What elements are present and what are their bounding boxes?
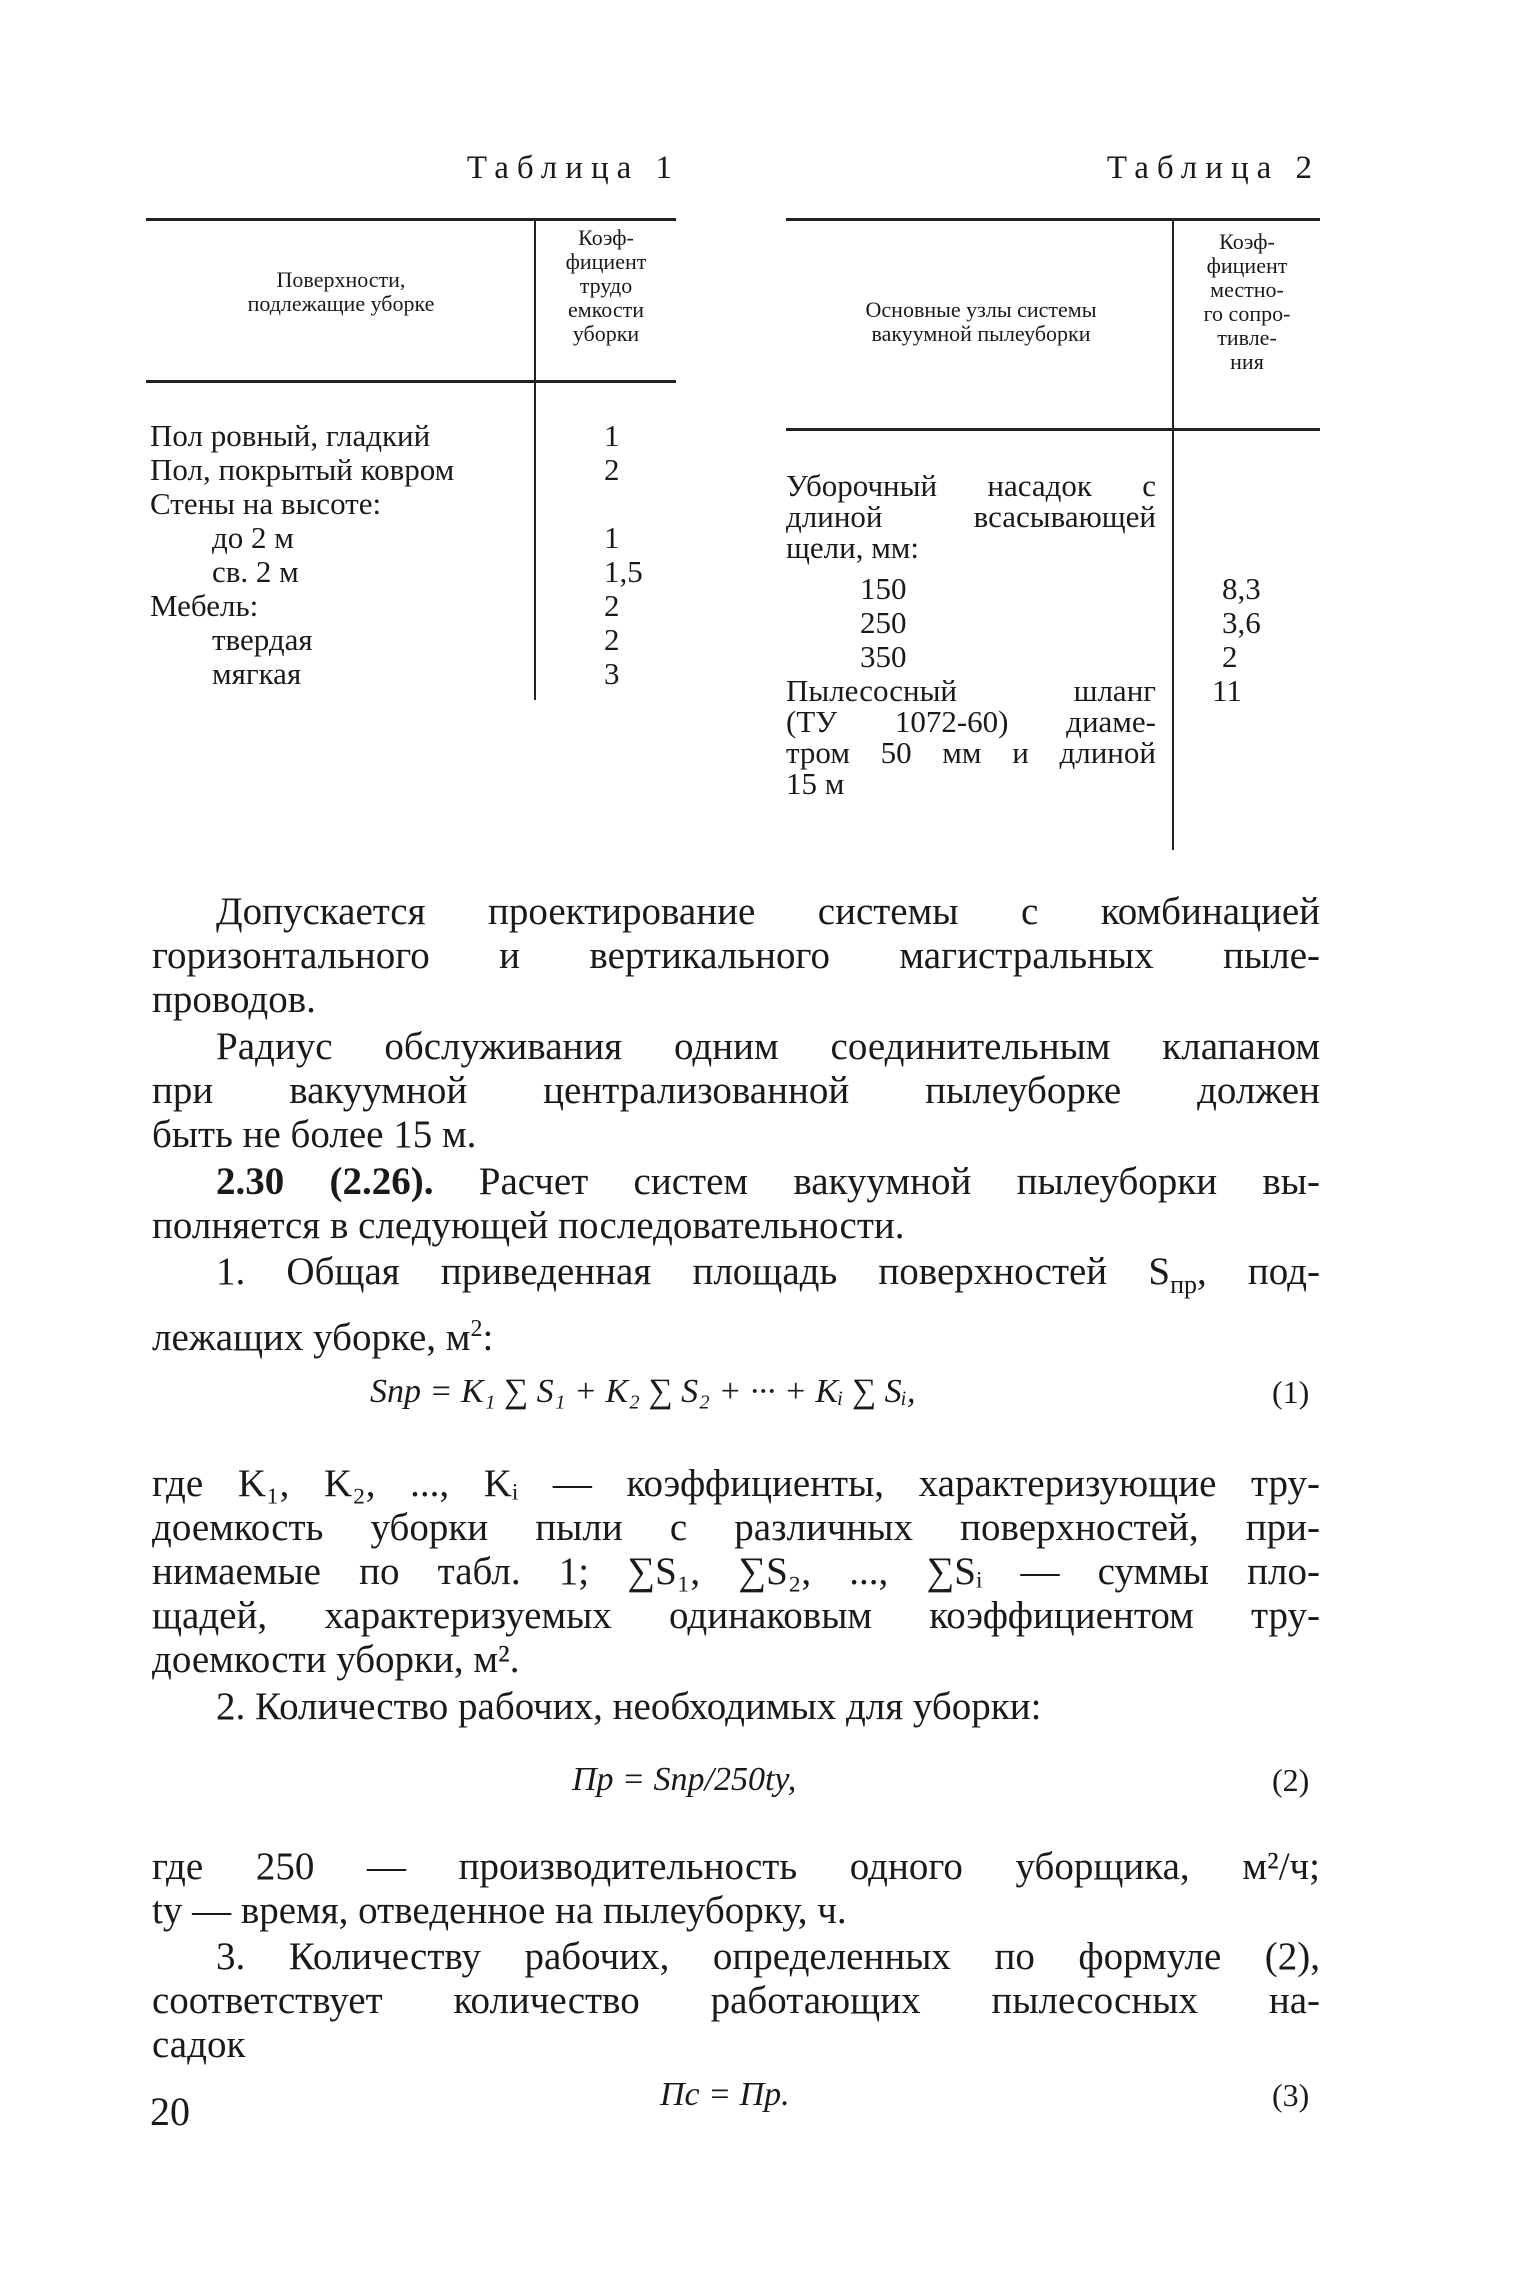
table2-subrow-label: 350 bbox=[860, 639, 907, 674]
formula-1-number: (1) bbox=[1272, 1374, 1310, 1410]
table1-top-rule bbox=[146, 218, 676, 221]
formula-2-number: (2) bbox=[1272, 1762, 1310, 1798]
table1-row-value: 2 bbox=[604, 622, 620, 657]
table2-header-rule bbox=[786, 428, 1320, 431]
formula-2: Пр = Sпр/250tу, bbox=[572, 1761, 797, 1798]
table1-row-value: 2 bbox=[604, 452, 620, 487]
table1-row-value: 1 bbox=[604, 520, 620, 555]
paragraph-calculation-order: 2.30 (2.26). Расчет систем вакуумной пылеуборки вы- полняется в следующей последовательности. bbox=[152, 1160, 1320, 1247]
table1-body-divider bbox=[534, 382, 536, 700]
paragraph-radius: Радиус обслуживания одним соединительным клапаном при вакуумной централизованной пылеуборке должен быть не более 15 м. bbox=[152, 1025, 1320, 1156]
table2-row2-value: 11 bbox=[1212, 673, 1242, 708]
formula-1: Sпр = K₁ ∑ S₁ + K₂ ∑ S₂ + ··· + Kᵢ ∑ Sᵢ, bbox=[370, 1373, 916, 1410]
table2-subrow-label: 250 bbox=[860, 605, 907, 640]
table2-row1-text: Уборочный насадок с длиной всасывающей щели, мм: bbox=[786, 468, 1156, 565]
formula-3: Пс = Пр. bbox=[660, 2076, 790, 2113]
table2-subrow-value: 8,3 bbox=[1222, 571, 1261, 606]
paragraph-coefficients: где K₁, K₂, ..., Kᵢ — коэффициенты, характеризующие тру- доемкость уборки пыли с различных поверхностей, при- нимаемые по табл. 1; ∑S₁, ∑S₂, ..., ∑Sᵢ — суммы пло- щадей, характеризуемых одинаковым коэффициентом тру- доемкости уборки, м². bbox=[152, 1462, 1320, 1681]
table1-col2-header: Коэф- фициент трудо емкости уборки bbox=[565, 225, 647, 346]
table1-row-label: Пол, покрытый ковром bbox=[150, 452, 455, 487]
paragraph-nozzles: 3. Количеству рабочих, определенных по формуле (2), соответствует количество работающих пылесосных на- садок bbox=[152, 1935, 1320, 2066]
table1-col1-header: Поверхности, подлежащие уборке bbox=[247, 267, 435, 316]
table2-col1-header: Основные узлы системы вакуумной пылеуборки bbox=[865, 297, 1097, 346]
table1-row-label: Стены на высоте: bbox=[150, 486, 382, 521]
paragraph-workers: 2. Количество рабочих, необходимых для уборки: bbox=[216, 1685, 1042, 1728]
table2-top-rule bbox=[786, 218, 1320, 221]
paragraph-area: 1. Общая приведенная площадь поверхностей $S_{пр}$, под- лежащих уборке, $м^2$: bbox=[152, 1250, 1320, 1359]
formula-3-number: (3) bbox=[1272, 2077, 1310, 2113]
table2-caption: Таблица 2 bbox=[1106, 150, 1320, 186]
table2-subrow-label: 150 bbox=[860, 571, 907, 606]
table2-subrow-value: 3,6 bbox=[1222, 605, 1261, 640]
table2-row2-text: Пылесосный шланг (ТУ 1072-60) диаме- тром 50 мм и длиной 15 м bbox=[786, 673, 1156, 801]
table1-row-value: 1 bbox=[604, 418, 620, 453]
table1-row-value: 3 bbox=[604, 656, 620, 691]
table1-row-label: св. 2 м bbox=[212, 554, 299, 589]
table1-row-label: до 2 м bbox=[212, 520, 294, 555]
table2-col2-header: Коэф- фициент местно- го сопро- тивле- ния bbox=[1203, 229, 1291, 374]
table1-row-label: Пол ровный, гладкий bbox=[150, 418, 431, 453]
table2-subrow-value: 2 bbox=[1222, 639, 1238, 674]
table1-row-label: мягкая bbox=[212, 656, 302, 691]
table1-row-value: 1,5 bbox=[604, 554, 643, 589]
page-number: 20 bbox=[150, 2089, 190, 2134]
section-number: 2.30 (2.26). bbox=[216, 1160, 434, 1203]
paragraph-productivity: где 250 — производительность одного уборщика, м²/ч; tу — время, отведенное на пылеуборку, ч. bbox=[152, 1845, 1320, 1932]
table1-row-label: Мебель: bbox=[150, 588, 259, 623]
table1-header-rule bbox=[146, 380, 676, 383]
table2-body-divider bbox=[1172, 430, 1174, 850]
table1-caption: Таблица 1 bbox=[466, 150, 680, 186]
paragraph-combination: Допускается проектирование системы с комбинацией горизонтального и вертикального магистральных пыле- проводов. bbox=[152, 890, 1320, 1021]
table1-row-label: твердая bbox=[212, 622, 313, 657]
table1-row-value: 2 bbox=[604, 588, 620, 623]
